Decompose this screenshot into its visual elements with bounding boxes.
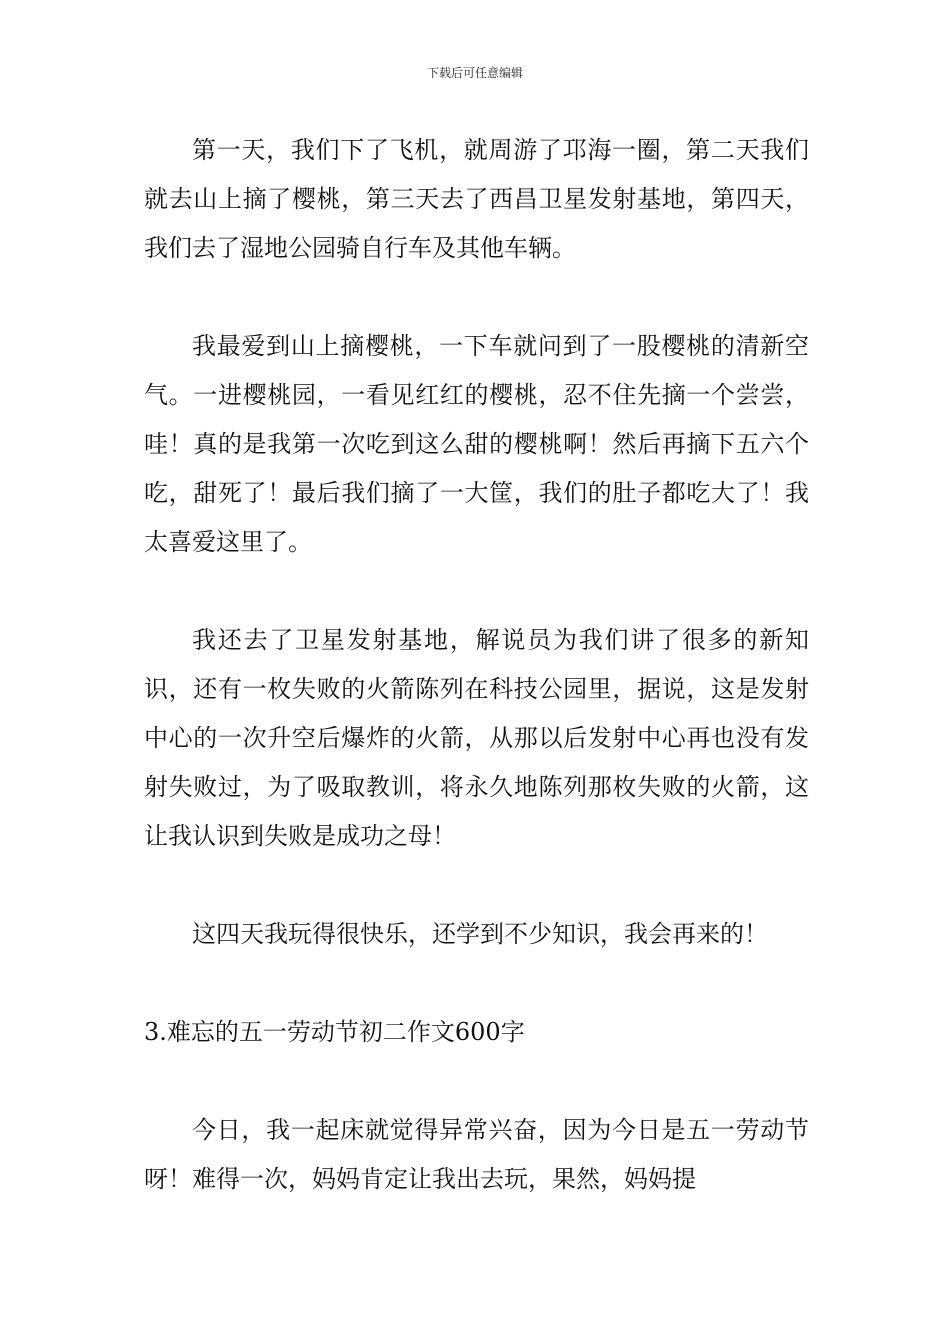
- paragraph-gap: [144, 861, 809, 910]
- paragraph-5: 今日，我一起床就觉得异常兴奋，因为今日是五一劳动节呀！难得一次，妈妈肯定让我出去玩，果然，妈妈提: [144, 1116, 809, 1193]
- paragraph-gap: [144, 1057, 809, 1106]
- paragraph-gap: [144, 959, 809, 1008]
- page-header: 下载后可任意编辑: [426, 66, 523, 80]
- paragraph-1: 第一天，我们下了飞机，就周游了邛海一圈，第二天我们就去山上摘了樱桃，第三天去了西昌卫星发射基地，第四天，我们去了湿地公园骑自行车及其他车辆。: [144, 136, 809, 262]
- paragraph-2: 我最爱到山上摘樱桃，一下车就问到了一股樱桃的清新空气。一进樱桃园，一看见红红的樱桃，忍不住先摘一个尝尝，哇！真的是我第一次吃到这么甜的樱桃啊！然后再摘下五六个吃，甜死了！最后我们摘了一大筐，我们的肚子都吃大了！我太喜爱这里了。: [144, 332, 809, 556]
- document-body: [144, 126, 809, 1204]
- section-heading: 3.难忘的五一劳动节初二作文600字: [144, 1018, 525, 1046]
- paragraph-gap: [144, 567, 809, 616]
- paragraph-4: 这四天我玩得很快乐，还学到不少知识，我会再来的！: [192, 920, 768, 948]
- paragraph-gap: [144, 273, 809, 322]
- paragraph-3: 我还去了卫星发射基地，解说员为我们讲了很多的新知识，还有一枚失败的火箭陈列在科技公园里，据说，这是发射中心的一次升空后爆炸的火箭，从那以后发射中心再也没有发射失败过，为了吸取教训，将永久地陈列那枚失败的火箭，这让我认识到失败是成功之母！: [144, 626, 809, 850]
